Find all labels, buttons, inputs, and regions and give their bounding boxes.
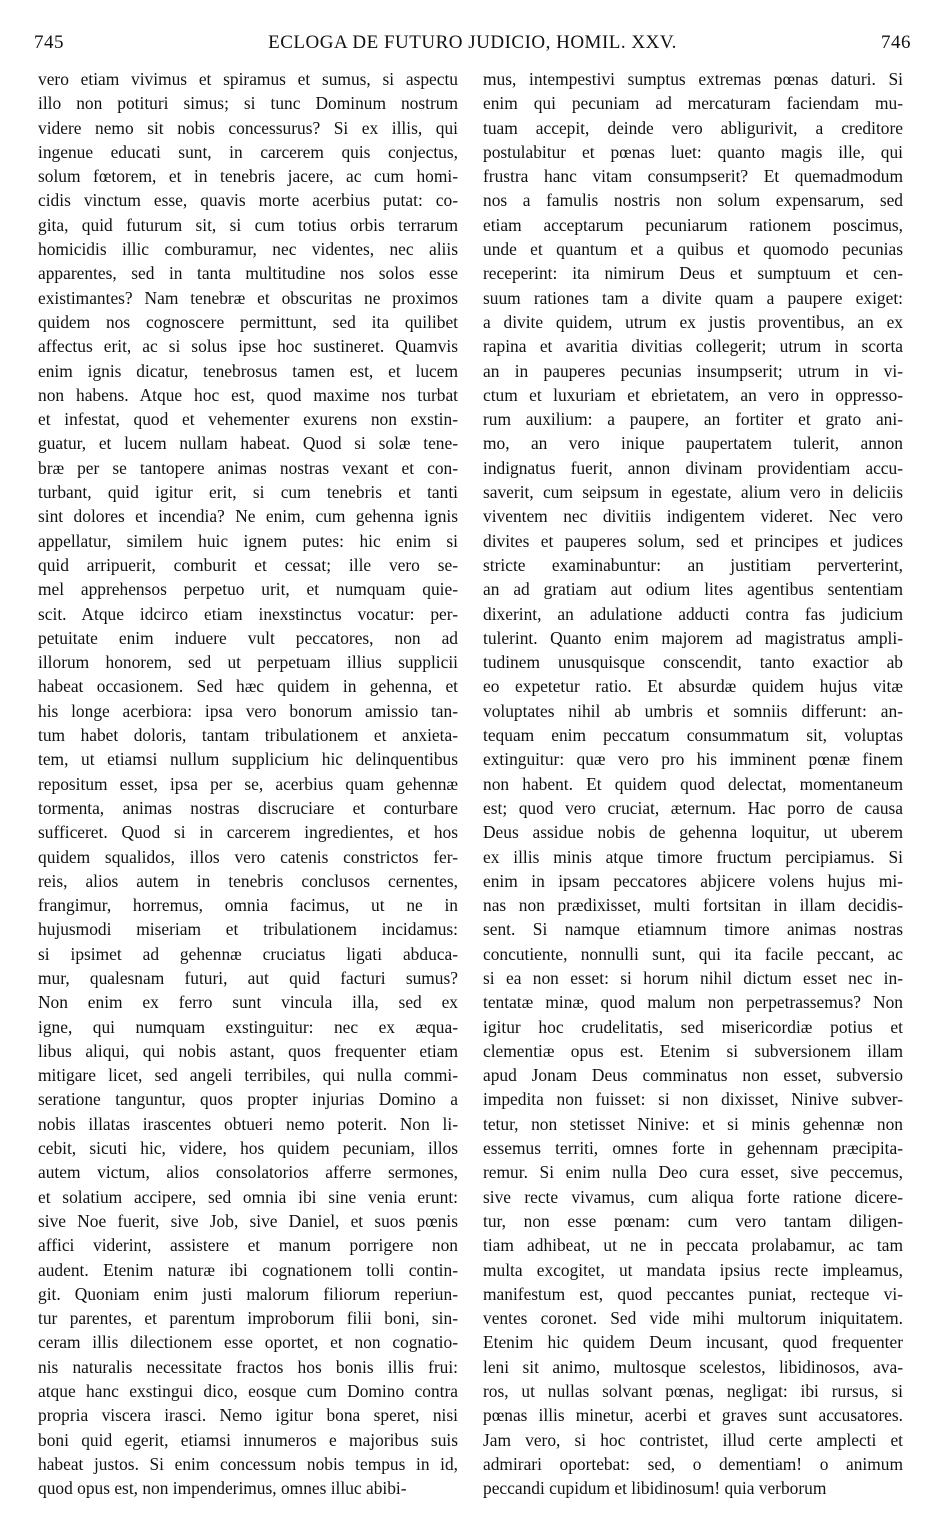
- text-line: tequam enim peccatum consummatum sit, voluptas: [483, 725, 903, 746]
- right-text-column: [483, 67, 903, 1501]
- text-line: sive Noe fuerit, sive Job, sive Daniel, et suos pœnis: [38, 1210, 458, 1231]
- text-line: git. Quoniam enim justi malorum filiorum reperiun-: [38, 1283, 458, 1304]
- text-line: Etenim hic quidem Deum incusant, quod frequenter: [483, 1332, 903, 1353]
- text-line: sive recte vivamus, cum aliqua forte ratione dicere-: [483, 1186, 903, 1207]
- text-line: mitigare licet, sed angeli terribiles, qui nulla commi-: [38, 1065, 458, 1086]
- text-line: seratione tanguntur, quos propter injurias Domino a: [38, 1089, 458, 1110]
- text-line: tulerint. Quanto enim majorem ad magistratus ampli-: [483, 627, 903, 648]
- text-line: nobis illatas irascentes obtueri nemo poterit. Non li-: [38, 1113, 458, 1134]
- text-line: tudinem unusquisque conscendit, tanto exactior ab: [483, 652, 903, 673]
- text-line: a divite quidem, utrum ex justis proventibus, an ex: [483, 311, 903, 332]
- text-line: ctum et luxuriam et ebrietatem, an vero in oppresso-: [483, 384, 903, 405]
- text-line: pœnas illis minetur, acerbi et graves sunt accusatores.: [483, 1405, 903, 1426]
- text-line: scit. Atque idcirco etiam inexstinctus vocatur: per-: [38, 603, 458, 624]
- text-line: solum fœtorem, et in tenebris jacere, ac cum homi-: [38, 166, 458, 187]
- text-line: enim in ipsam peccatores abjicere volens hujus mi-: [483, 870, 903, 891]
- text-line: habeat occasionem. Sed hæc quidem in gehenna, et: [38, 676, 458, 697]
- text-line: affici viderint, assistere et manum porrigere non: [38, 1235, 458, 1256]
- text-line: tum habet doloris, tantam tribulationem et anxieta-: [38, 725, 458, 746]
- text-line: viventem nec divitiis indigentem videret. Nec vero: [483, 506, 903, 527]
- text-line: illorum honorem, sed ut perpetuam illius supplicii: [38, 652, 458, 673]
- text-line: Jam vero, si hoc contristet, illud certe amplecti et: [483, 1429, 903, 1450]
- text-line: admirari oportebat: sed, o dementiam! o animum: [483, 1453, 903, 1474]
- text-line: enim qui pecuniam ad mercaturam faciendam mu-: [483, 93, 903, 114]
- text-line: etiam acceptarum pecuniarum rationem poscimus,: [483, 214, 903, 235]
- text-line: enim ignis dicatur, tenebrosus tamen est, et lucem: [38, 360, 458, 381]
- text-line: impedita non fuisset: si non dixisset, Ninive subver-: [483, 1089, 903, 1110]
- text-line: frangimur, horremus, omnia facimus, ut ne in: [38, 895, 458, 916]
- text-line: Deus assidue nobis de gehenna loquitur, ut uberem: [483, 822, 903, 843]
- text-line: tuam accepit, deinde vero abligurivit, a creditore: [483, 117, 903, 138]
- text-line: tormenta, animas nostras discruciare et conturbare: [38, 797, 458, 818]
- text-line: illo non potituri simus; si tunc Dominum nostrum: [38, 93, 458, 114]
- text-line: atque hanc exstingui dico, eosque cum Domino contra: [38, 1381, 458, 1402]
- text-line: tetur, non stetisset Ninive: et si minis gehennæ non: [483, 1113, 903, 1134]
- text-line: est; quod vero cruciat, æternum. Hac porro de causa: [483, 797, 903, 818]
- text-line: indignatus fuerit, annon divinam providentiam accu-: [483, 457, 903, 478]
- running-title: ECLOGA DE FUTURO JUDICIO, HOMIL. XXV.: [268, 32, 677, 53]
- text-line: ceram illis dilectionem esse oportet, et non cognatio-: [38, 1332, 458, 1353]
- text-line: apparentes, sed in tanta multitudine nos solos esse: [38, 263, 458, 284]
- left-page-number: 745: [34, 32, 64, 53]
- text-line: unde et quantum et a quibus et quomodo pecunias: [483, 239, 903, 260]
- text-line: et solatium accipere, sed omnia ibi sine venia erunt:: [38, 1186, 458, 1207]
- text-line: mus, intempestivi sumptus extremas pœnas daturi. Si: [483, 69, 903, 89]
- text-line: frustra hanc vitam consumpserit? Et quemadmodum: [483, 166, 903, 187]
- text-line: non habens. Atque hoc est, quod maxime nos turbat: [38, 384, 458, 405]
- text-line: saverit, cum seipsum in egestate, alium vero in deliciis: [483, 482, 903, 503]
- text-line: eo expetetur ratio. Et absurdæ quidem hujus vitæ: [483, 676, 903, 697]
- text-line: igne, qui numquam exstinguitur: nec ex æqua-: [38, 1016, 458, 1037]
- text-line: si ipsimet ad gehennæ cruciatus ligati abduca-: [38, 943, 458, 964]
- text-line: guatur, et lucem nullam habeat. Quod si solæ tene-: [38, 433, 458, 454]
- text-line: nos a famulis nostris non solum expensarum, sed: [483, 190, 903, 211]
- text-line: essemus territi, omnes forte in gehennam præcipita-: [483, 1138, 903, 1159]
- text-line: quidem squalidos, illos vero catenis constrictos fer-: [38, 846, 458, 867]
- text-line: petuitate enim induere vult peccatores, non ad: [38, 627, 458, 648]
- text-line: multa excogitet, ut mandata ipsius recte impleamus,: [483, 1259, 903, 1280]
- text-line: non habent. Et quidem quod delectat, momentaneum: [483, 773, 903, 794]
- text-line: receperint: ita nimirum Deus et sumptuum et cen-: [483, 263, 903, 284]
- text-line: libus aliqui, qui nobis astant, quos frequenter etiam: [38, 1040, 458, 1061]
- text-line: igitur hoc crudelitatis, sed misericordiæ potius et: [483, 1016, 903, 1037]
- text-line: reis, alios autem in tenebris conclusos cernentes,: [38, 870, 458, 891]
- text-line: mur, qualesnam futuri, aut quid facturi sumus?: [38, 967, 458, 988]
- text-line: quod opus est, non impenderimus, omnes illuc abibi-: [38, 1478, 407, 1499]
- text-line: repositum esset, ipsa per se, acerbius quam gehennæ: [38, 773, 458, 794]
- text-line: et infestat, quod et vehementer exurens non exstin-: [38, 409, 458, 430]
- text-line: sint dolores et incendia? Ne enim, cum gehenna ignis: [38, 506, 458, 527]
- text-line: dixerint, an adulatione adducti contra fas judicium: [483, 603, 903, 624]
- text-line: Non enim ex ferro sunt vincula illa, sed ex: [38, 992, 458, 1013]
- text-line: an ad gratiam aut odium lites agentibus sententiam: [483, 579, 903, 600]
- text-line: hujusmodi miseriam et tribulationem incidamus:: [38, 919, 458, 940]
- text-line: tur parentes, et parentum improborum filii boni, sin-: [38, 1308, 458, 1329]
- text-line: postulabitur et pœnas luet: quanto magis ille, qui: [483, 141, 903, 162]
- text-line: ventes coronet. Sed vide mihi multorum iniquitatem.: [483, 1308, 903, 1329]
- text-line: turbant, quid igitur erit, si cum tenebris et tanti: [38, 482, 458, 503]
- text-line: tur, non esse pœnam: cum vero tantam diligen-: [483, 1210, 903, 1231]
- text-line: ex illis minis atque timore fructum percipiamus. Si: [483, 846, 903, 867]
- text-line: boni quid egerit, etiamsi innumeros e majoribus suis: [38, 1429, 458, 1450]
- text-line: suum rationes tam a divite quam a paupere exiget:: [483, 287, 903, 308]
- running-header: [34, 32, 911, 60]
- text-line: audent. Etenim naturæ ibi cognationem tolli contin-: [38, 1259, 458, 1280]
- text-line: propria viscera irasci. Nemo igitur bona speret, nisi: [38, 1405, 458, 1426]
- text-line: mel apprehensos perpetuo urit, et numquam quie-: [38, 579, 458, 600]
- text-line: rapina et avaritia divitias collegerit; utrum in scorta: [483, 336, 903, 357]
- text-line: ingenue educati sunt, in carcerem quis conjectus,: [38, 141, 458, 162]
- text-line: tem, ut etiamsi nullum supplicium hic delinquentibus: [38, 749, 458, 770]
- text-line: habeat justos. Si enim concessum nobis tempus in id,: [38, 1453, 458, 1474]
- text-line: remur. Si enim nulla Deo cura esset, sive peccemus,: [483, 1162, 903, 1183]
- text-line: an in pauperes pecunias insumpserit; utrum in vi-: [483, 360, 903, 381]
- text-line: cidis vinctum esse, quavis morte acerbius putat: co-: [38, 190, 458, 211]
- text-line: rum auxilium: a paupere, an fortiter et grato ani-: [483, 409, 903, 430]
- right-page-number: 746: [881, 32, 911, 53]
- text-line: his longe acerbiora: ipsa vero bonorum amissio tan-: [38, 700, 458, 721]
- text-line: affectus erit, ac si solus ipse hoc sustineret. Quamvis: [38, 336, 458, 357]
- text-line: tentatæ minæ, quod malum non perpetrassemus? Non: [483, 992, 903, 1013]
- text-line: existimantes? Nam tenebræ et obscuritas ne proximos: [38, 287, 458, 308]
- text-line: sufficeret. Quod si in carcerem ingredientes, et hos: [38, 822, 458, 843]
- text-line: mo, an vero inique paupertatem tulerit, annon: [483, 433, 903, 454]
- text-line: cebit, sicuti hic, videre, hos quidem pecuniam, illos: [38, 1138, 458, 1159]
- text-line: apud Jonam Deus comminatus non esset, subversio: [483, 1065, 903, 1086]
- text-line: ros, ut nullas solvant pœnas, negligat: ibi rursus, si: [483, 1381, 903, 1402]
- text-line: bræ per se tantopere animas nostras vexant et con-: [38, 457, 458, 478]
- text-line: appellatur, similem huic ignem putes: hic enim si: [38, 530, 458, 551]
- text-line: autem victum, alios consolatorios afferre sermones,: [38, 1162, 458, 1183]
- text-line: extinguitur: quæ vero pro his imminent pœnæ finem: [483, 749, 903, 770]
- text-line: voluptates nihil ab umbris et somniis differunt: an-: [483, 700, 903, 721]
- text-line: videre nemo sit nobis concessurus? Si ex illis, qui: [38, 117, 458, 138]
- text-line: concutiente, nonnulli sunt, qui ita facile peccant, ac: [483, 943, 903, 964]
- text-line: quidem nos cognoscere permittunt, sed ita quilibet: [38, 311, 458, 332]
- text-line: quid arripuerit, comburit et cessat; ille vero se-: [38, 554, 458, 575]
- text-line: manifestum est, quod peccantes puniat, recteque vi-: [483, 1283, 903, 1304]
- text-line: tiam adhibeat, ut ne in peccata prolabamur, ac tam: [483, 1235, 903, 1256]
- text-line: clementiæ opus est. Etenim si subversionem illam: [483, 1040, 903, 1061]
- text-line: gita, quid futurum sit, si cum totius orbis terrarum: [38, 214, 458, 235]
- left-text-column: [38, 67, 458, 1501]
- text-line: stricte examinabuntur: an justitiam perverterint,: [483, 554, 903, 575]
- text-line: si ea non esset: si horum nihil dictum esset nec in-: [483, 967, 903, 988]
- text-line: nis naturalis necessitate fractos hos bonis illis frui:: [38, 1356, 458, 1377]
- text-line: leni sit animo, multosque scelestos, libidinosos, ava-: [483, 1356, 903, 1377]
- text-line: vero etiam vivimus et spiramus et sumus, si aspectu: [38, 69, 458, 89]
- text-line: sent. Si namque etiamnum timore animas nostras: [483, 919, 903, 940]
- text-line: homicidis illic comburamur, nec videntes, nec aliis: [38, 239, 458, 260]
- text-line: divites et pauperes solum, sed et principes et judices: [483, 530, 903, 551]
- text-line: nas non prædixisset, multi fortsitan in illam decidis-: [483, 895, 903, 916]
- text-line: peccandi cupidum et libidinosum! quia verborum: [483, 1478, 827, 1499]
